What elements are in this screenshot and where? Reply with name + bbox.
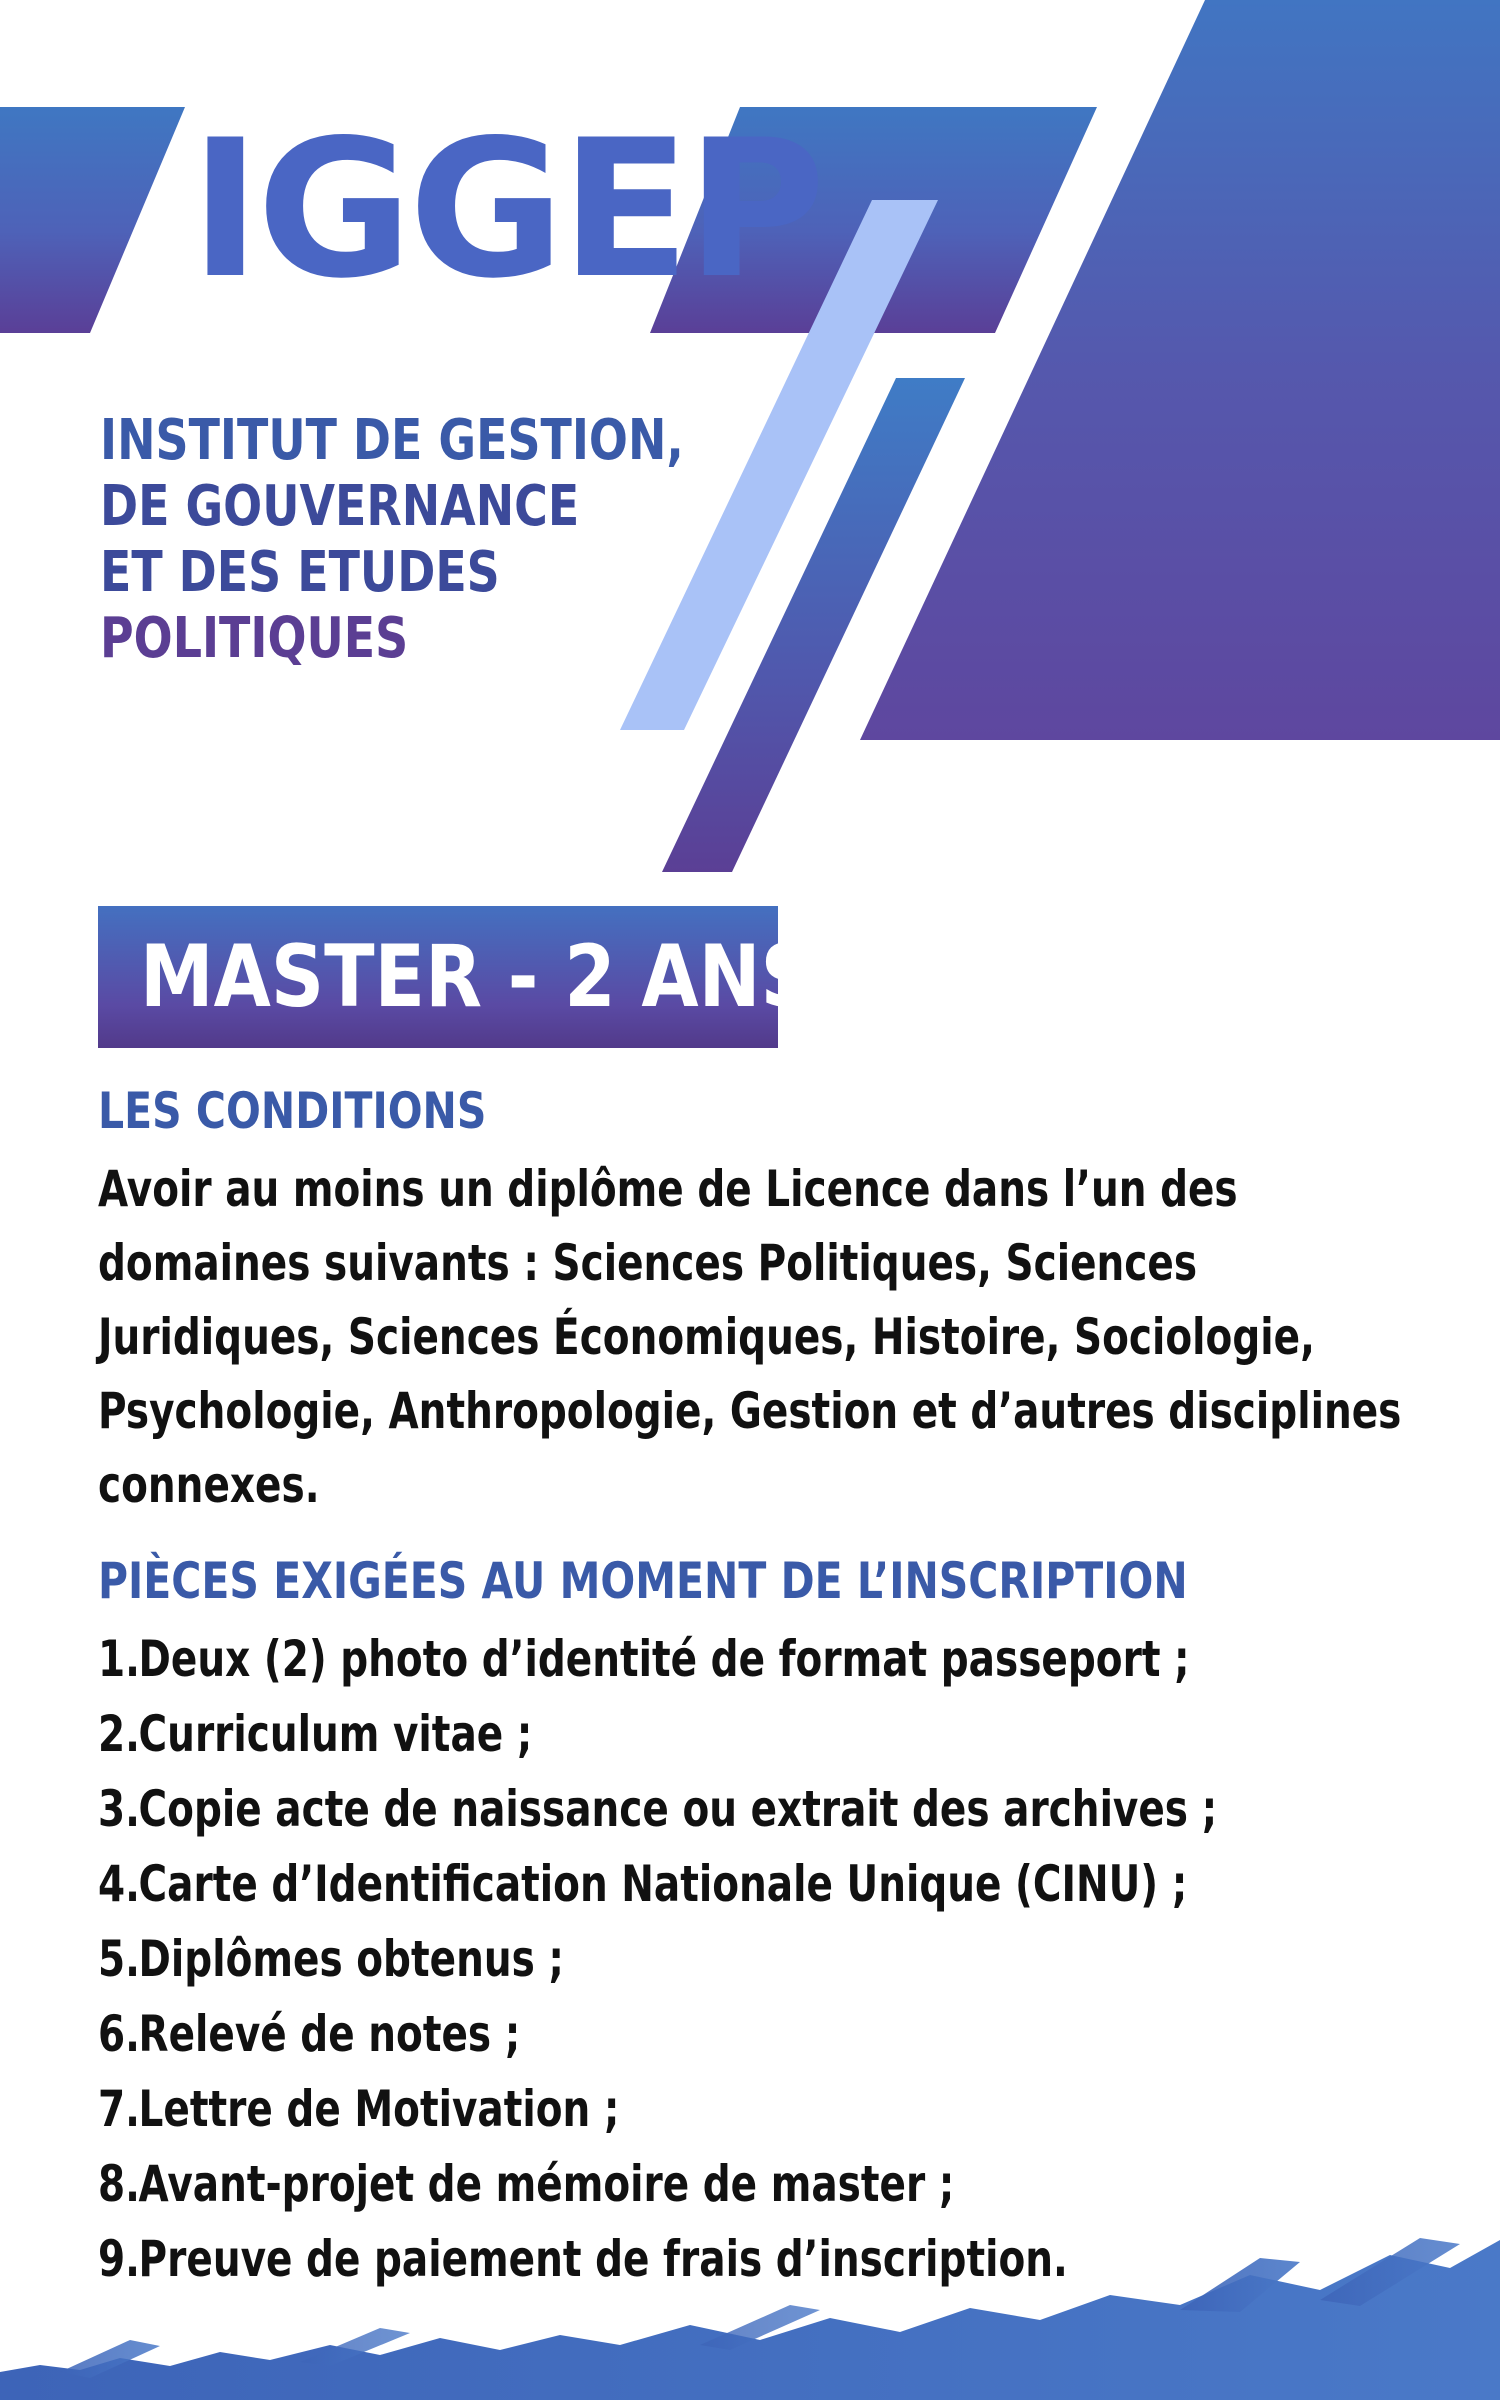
item-text: Curriculum vitae ; xyxy=(138,1705,533,1763)
item-text: Lettre de Motivation ; xyxy=(138,2080,620,2138)
list-item xyxy=(98,1922,1217,1997)
item-number: 1. xyxy=(98,1630,140,1688)
top-band-left xyxy=(0,107,185,333)
required-documents-list xyxy=(98,1622,1217,2297)
item-text: Relevé de notes ; xyxy=(138,2005,521,2063)
item-number: 3. xyxy=(98,1780,140,1838)
logo-wordmark: IGGEP xyxy=(190,99,822,320)
list-item xyxy=(98,1772,1217,1847)
conditions-line: Avoir au moins un diplôme de Licence dans l’un des xyxy=(98,1160,1238,1218)
required-documents-heading: PIÈCES EXIGÉES AU MOMENT DE L’INSCRIPTION xyxy=(98,1552,1188,1610)
item-number: 8. xyxy=(98,2155,140,2213)
list-item xyxy=(98,1997,1217,2072)
list-item xyxy=(98,1697,1217,1772)
conditions-line: connexes. xyxy=(98,1456,320,1514)
item-text: Diplômes obtenus ; xyxy=(138,1930,564,1988)
item-number: 5. xyxy=(98,1930,140,1988)
item-number: 7. xyxy=(98,2080,140,2138)
conditions-line: Juridiques, Sciences Économiques, Histoire, Sociologie, xyxy=(98,1308,1315,1366)
list-item xyxy=(98,2147,1217,2222)
item-text: Deux (2) photo d’identité de format passeport ; xyxy=(138,1630,1190,1688)
institute-name xyxy=(100,408,684,672)
list-item xyxy=(98,1847,1217,1922)
item-number: 2. xyxy=(98,1705,140,1763)
item-number: 9. xyxy=(98,2230,140,2288)
institute-line-4: POLITIQUES xyxy=(100,606,409,671)
list-item xyxy=(98,2072,1217,2147)
institute-line-3: ET DES ETUDES xyxy=(100,540,500,605)
item-number: 4. xyxy=(98,1855,140,1913)
iggep-logo xyxy=(190,99,822,320)
conditions-line: Psychologie, Anthropologie, Gestion et d’autres disciplines xyxy=(98,1382,1402,1440)
institute-line-2: DE GOUVERNANCE xyxy=(100,474,580,539)
conditions-line: domaines suivants : Sciences Politiques, Sciences xyxy=(98,1234,1198,1292)
item-text: Copie acte de naissance ou extrait des archives ; xyxy=(138,1780,1218,1838)
item-text: Carte d’Identification Nationale Unique (CINU) ; xyxy=(138,1855,1188,1913)
item-number: 6. xyxy=(98,2005,140,2063)
institute-line-1: INSTITUT DE GESTION, xyxy=(100,408,684,473)
program-banner xyxy=(98,906,814,1048)
program-title: MASTER - 2 ANS xyxy=(140,927,814,1027)
list-item xyxy=(98,2222,1217,2297)
list-item xyxy=(98,1622,1217,1697)
item-text: Preuve de paiement de frais d’inscription. xyxy=(138,2230,1068,2288)
item-text: Avant-projet de mémoire de master ; xyxy=(138,2155,955,2213)
conditions-heading: LES CONDITIONS xyxy=(98,1082,487,1140)
conditions-text xyxy=(98,1152,1402,1522)
